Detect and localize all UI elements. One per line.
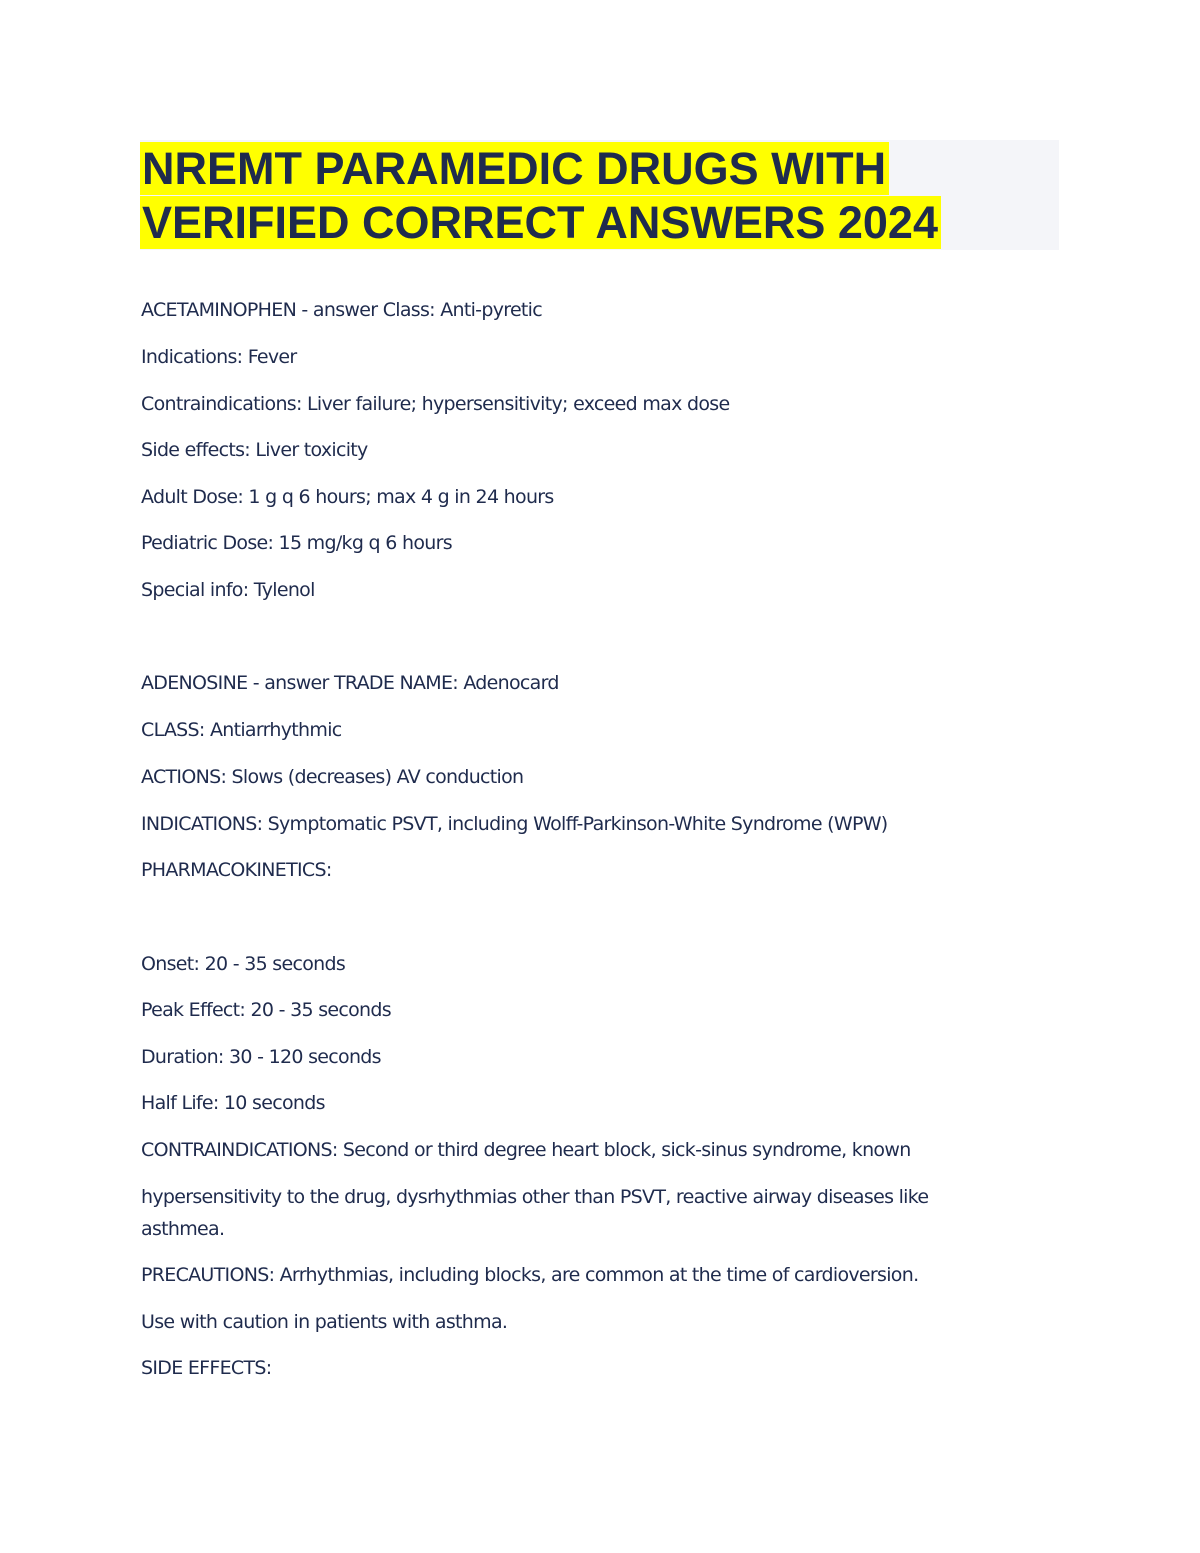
text-line: CLASS: Antiarrhythmic: [141, 719, 342, 741]
text-line: INDICATIONS: Symptomatic PSVT, including Wolff-Parkinson-White Syndrome (WPW): [141, 813, 888, 835]
text-line: ACTIONS: Slows (decreases) AV conduction: [141, 766, 524, 788]
text-line: Adult Dose: 1 g q 6 hours; max 4 g in 24 hours: [141, 486, 554, 508]
text-line: Peak Effect: 20 - 35 seconds: [141, 999, 391, 1021]
text-line: Special info: Tylenol: [141, 579, 315, 601]
text-line: ACETAMINOPHEN - answer Class: Anti-pyretic: [141, 299, 543, 321]
text-line: Duration: 30 - 120 seconds: [141, 1046, 381, 1068]
text-line: CONTRAINDICATIONS: Second or third degree heart block, sick-sinus syndrome, known: [141, 1139, 911, 1161]
text-line: PRECAUTIONS: Arrhythmias, including blocks, are common at the time of cardioversion.: [141, 1264, 919, 1286]
text-line: Side effects: Liver toxicity: [141, 439, 368, 461]
text-line: SIDE EFFECTS:: [141, 1357, 272, 1379]
text-line: Onset: 20 - 35 seconds: [141, 953, 346, 975]
document-title-line-2: VERIFIED CORRECT ANSWERS 2024: [140, 196, 941, 249]
text-line: Use with caution in patients with asthma.: [141, 1311, 508, 1333]
text-line: PHARMACOKINETICS:: [141, 859, 332, 881]
text-line: Half Life: 10 seconds: [141, 1092, 325, 1114]
text-line: asthmea.: [141, 1218, 225, 1240]
text-line: Pediatric Dose: 15 mg/kg q 6 hours: [141, 532, 452, 554]
text-line: Indications: Fever: [141, 346, 297, 368]
text-line: hypersensitivity to the drug, dysrhythmias other than PSVT, reactive airway diseases like: [141, 1186, 929, 1208]
title-block: [140, 140, 1059, 250]
text-line: Contraindications: Liver failure; hypersensitivity; exceed max dose: [141, 393, 730, 415]
document-title-line-1: NREMT PARAMEDIC DRUGS WITH: [140, 142, 889, 195]
text-line: ADENOSINE - answer TRADE NAME: Adenocard: [141, 672, 559, 694]
